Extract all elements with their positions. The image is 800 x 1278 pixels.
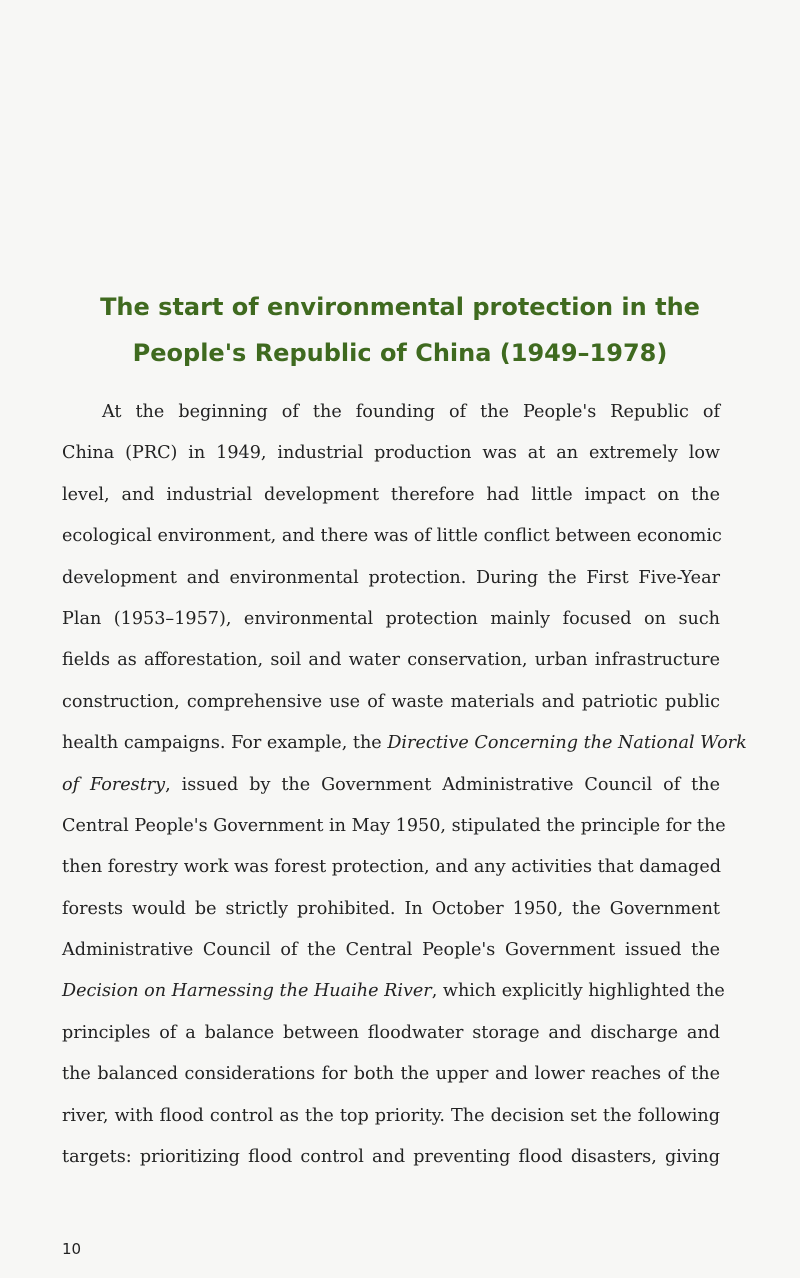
page-number: 10 (62, 1240, 82, 1258)
text-segment: , which explicitly highlighted the (431, 981, 725, 1002)
text-line: Plan (1953–1957), environmental protection mainly focused on such (62, 608, 720, 629)
italic-title: Directive Concerning the National Work (387, 733, 747, 754)
text-line: construction, comprehensive use of waste materials and patriotic public (62, 691, 720, 712)
text-line: China (PRC) in 1949, industrial production was at an extremely low (62, 443, 720, 464)
text-line: principles of a balance between floodwater storage and discharge and (62, 1022, 720, 1043)
text-line: river, with flood control as the top priority. The decision set the following (62, 1105, 720, 1126)
heading-line-1: The start of environmental protection in the (100, 293, 700, 321)
text-line-mixed (62, 971, 725, 1012)
italic-title: Decision on Harnessing the Huaihe River (62, 981, 432, 1002)
body-paragraph (62, 392, 747, 1178)
text-line: forests would be strictly prohibited. In October 1950, the Government (62, 898, 720, 919)
text-line-mixed (62, 765, 720, 806)
text-line: Administrative Council of the Central People's Government issued the (62, 940, 720, 961)
text-line-mixed (62, 723, 747, 764)
text-line: targets: prioritizing flood control and preventing flood disasters, giving (62, 1147, 720, 1168)
text-line: ecological environment, and there was of little conflict between economic (62, 526, 722, 547)
text-segment: health campaigns. For example, the (62, 733, 382, 754)
heading-line-2: People's Republic of China (1949–1978) (132, 339, 668, 367)
section-heading (60, 284, 740, 376)
text-line: fields as afforestation, soil and water conservation, urban infrastructure (62, 650, 720, 671)
text-line: development and environmental protection. During the First Five-Year (62, 567, 720, 588)
text-line: Central People's Government in May 1950, stipulated the principle for the (62, 815, 726, 836)
text-line: the balanced considerations for both the upper and lower reaches of the (62, 1064, 720, 1085)
text-line: then forestry work was forest protection, and any activities that damaged (62, 857, 721, 878)
text-line: level, and industrial development therefore had little impact on the (62, 484, 720, 505)
text-line: At the beginning of the founding of the People's Republic of (102, 402, 720, 422)
italic-title: of Forestry (62, 774, 166, 795)
text-segment: , issued by the Government Administrative Council of the (165, 774, 720, 795)
